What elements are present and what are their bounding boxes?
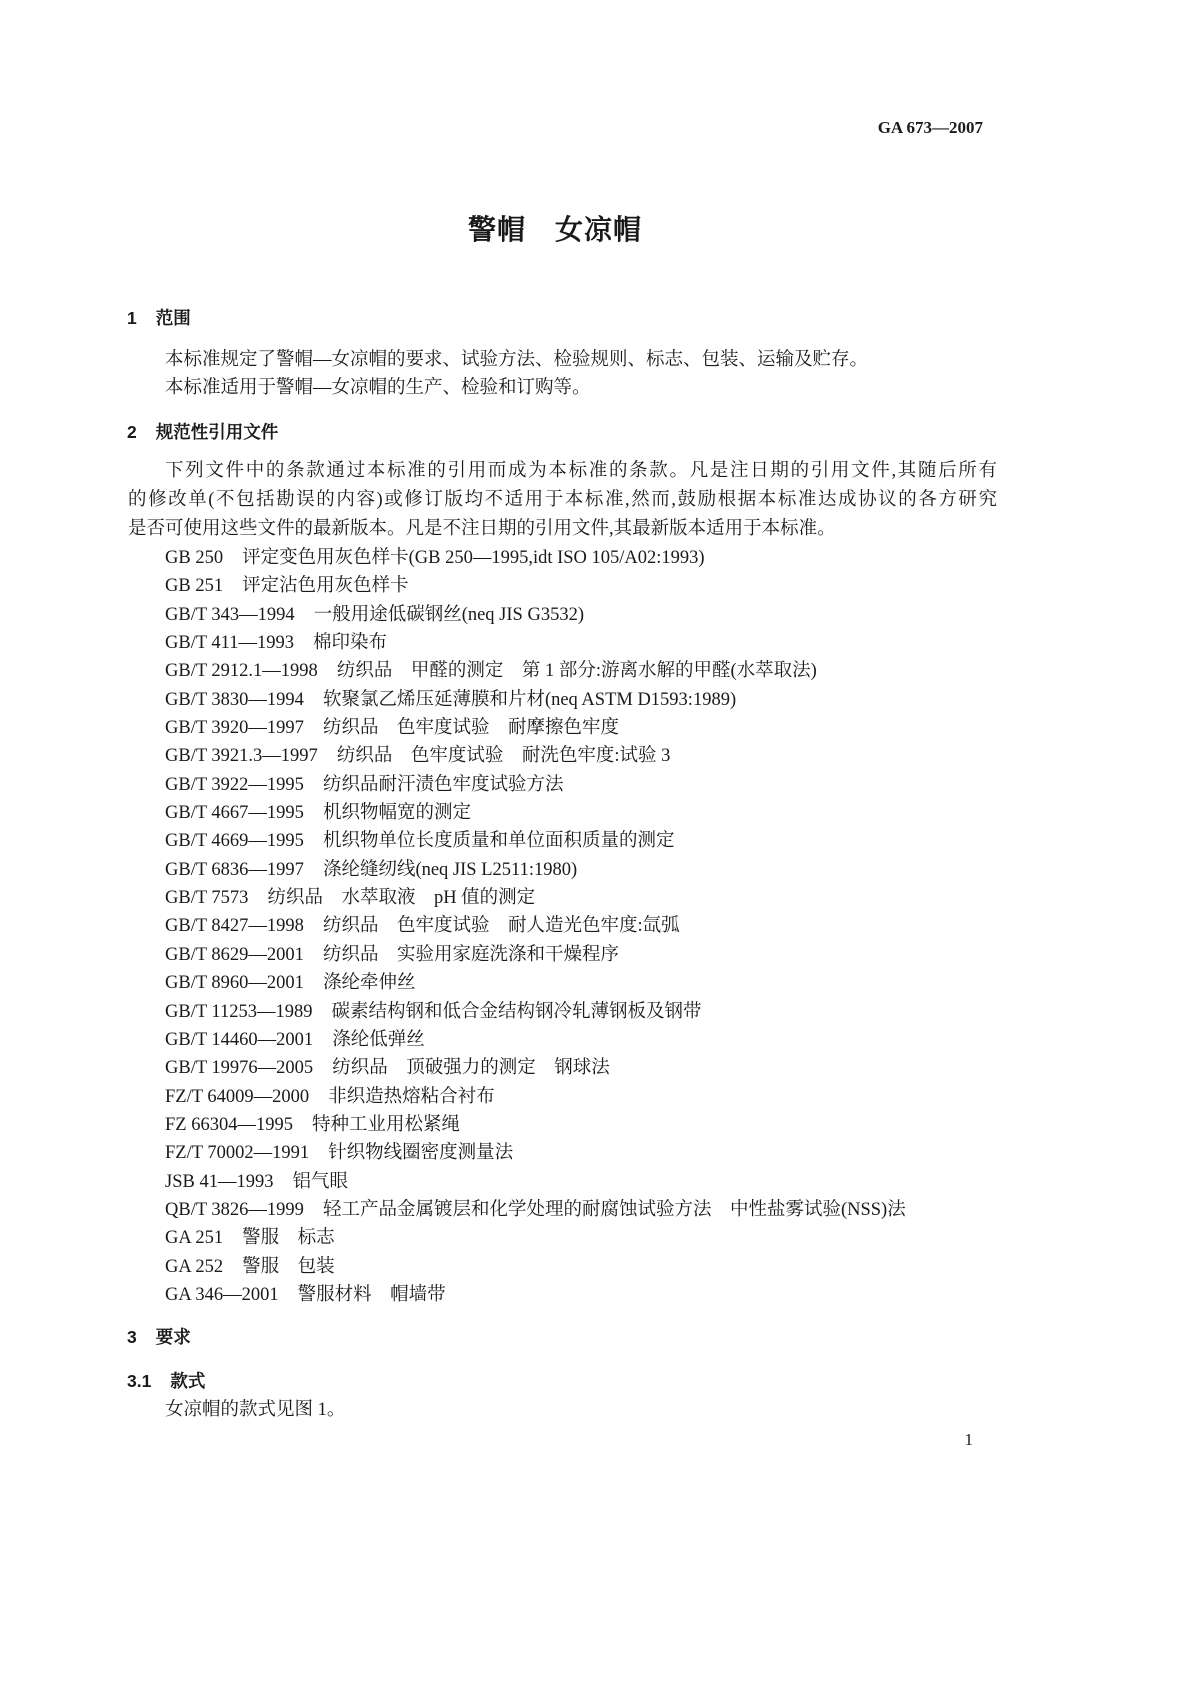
section-2-heading xyxy=(127,418,278,446)
reference-code: JSB 41—1993 xyxy=(165,1171,274,1192)
reference-title: 警服 标志 xyxy=(242,1228,335,1249)
reference-code: GB/T 8427—1998 xyxy=(165,916,304,937)
reference-item xyxy=(165,799,906,827)
reference-code: GB 250 xyxy=(165,548,224,568)
reference-item xyxy=(165,714,906,742)
reference-item xyxy=(165,941,906,969)
section-number: 3 xyxy=(127,1327,137,1347)
reference-code: GB/T 2912.1—1998 xyxy=(165,661,318,682)
reference-code: GB/T 411—1993 xyxy=(165,633,294,654)
reference-code: FZ/T 70002—1991 xyxy=(165,1143,310,1164)
reference-title: 警服材料 帽墙带 xyxy=(297,1284,446,1305)
reference-code: GB/T 4667—1995 xyxy=(165,803,304,824)
paragraph-line: 下列文件中的条款通过本标准的引用而成为本标准的条款。凡是注日期的引用文件,其随后所有 xyxy=(165,461,997,481)
reference-item xyxy=(165,827,906,855)
reference-list xyxy=(165,544,906,1309)
reference-code: GB/T 8960—2001 xyxy=(165,973,304,994)
reference-item xyxy=(165,1083,906,1111)
reference-item xyxy=(165,572,906,600)
document-title: 警帽 女凉帽 xyxy=(468,214,643,245)
reference-title: 纺织品 实验用家庭洗涤和干燥程序 xyxy=(322,944,619,965)
reference-code: GB/T 3830—1994 xyxy=(165,689,304,710)
reference-code: GB 251 xyxy=(165,576,224,597)
reference-code: FZ 66304—1995 xyxy=(165,1114,293,1135)
style-paragraph: 女凉帽的款式见图 1。 xyxy=(165,1400,346,1420)
reference-title: 评定变色用灰色样卡(GB 250—1995,idt ISO 105/A02:1993) xyxy=(242,548,705,568)
reference-title: 特种工业用松紧绳 xyxy=(311,1114,460,1135)
reference-title: 一般用途低碳钢丝(neq JIS G3532) xyxy=(313,604,584,625)
section-3-heading xyxy=(127,1323,191,1351)
reference-code: GA 346—2001 xyxy=(165,1284,279,1305)
reference-title: 碳素结构钢和低合金结构钢冷轧薄钢板及钢带 xyxy=(331,1001,702,1022)
section-title: 要求 xyxy=(155,1327,191,1347)
reference-title: 涤纶缝纫线(neq JIS L2511:1980) xyxy=(322,859,578,880)
reference-item xyxy=(165,998,906,1026)
reference-item xyxy=(165,1054,906,1082)
reference-code: FZ/T 64009—2000 xyxy=(165,1086,310,1107)
paragraph-line: 的修改单(不包括勘误的内容)或修订版均不适用于本标准,然而,鼓励根据本标准达成协议的各方研究 xyxy=(128,490,997,510)
reference-code: GB/T 8629—2001 xyxy=(165,944,304,965)
reference-title: 警服 包装 xyxy=(242,1256,335,1277)
page-number: 1 xyxy=(964,1430,973,1449)
reference-title: 纺织品 顶破强力的测定 钢球法 xyxy=(332,1058,610,1079)
reference-item xyxy=(165,1168,906,1196)
reference-item xyxy=(165,1026,906,1054)
reference-title: 评定沾色用灰色样卡 xyxy=(242,576,409,597)
reference-code: GB/T 3921.3—1997 xyxy=(165,746,318,767)
references-intro-paragraph xyxy=(128,457,997,544)
reference-code: GA 251 xyxy=(165,1228,224,1249)
reference-title: 轻工产品金属镀层和化学处理的耐腐蚀试验方法 中性盐雾试验(NSS)法 xyxy=(322,1199,906,1220)
reference-item xyxy=(165,629,906,657)
section-number: 1 xyxy=(127,308,137,328)
reference-code: GB/T 3922—1995 xyxy=(165,774,304,795)
reference-title: 纺织品 甲醛的测定 第 1 部分:游离水解的甲醛(水萃取法) xyxy=(336,661,817,682)
reference-code: GB/T 6836—1997 xyxy=(165,859,304,880)
reference-code: QB/T 3826—1999 xyxy=(165,1199,304,1220)
reference-title: 软聚氯乙烯压延薄膜和片材(neq ASTM D1593:1989) xyxy=(322,689,737,710)
section-number: 2 xyxy=(127,422,137,442)
reference-code: GB/T 7573 xyxy=(165,888,249,909)
paragraph-line: 是否可使用这些文件的最新版本。凡是不注日期的引用文件,其最新版本适用于本标准。 xyxy=(128,519,836,539)
reference-item xyxy=(165,1196,906,1224)
reference-item xyxy=(165,771,906,799)
reference-item xyxy=(165,1111,906,1139)
reference-title: 纺织品 水萃取液 pH 值的测定 xyxy=(267,888,536,909)
reference-item xyxy=(165,856,906,884)
reference-title: 针织物线圈密度测量法 xyxy=(328,1143,514,1164)
reference-item xyxy=(165,1253,906,1281)
reference-code: GB/T 11253—1989 xyxy=(165,1001,313,1022)
reference-title: 涤纶牵伸丝 xyxy=(322,973,416,994)
section-title: 规范性引用文件 xyxy=(155,422,279,442)
reference-item xyxy=(165,544,906,572)
reference-item xyxy=(165,1139,906,1167)
standard-number: GA 673—2007 xyxy=(877,118,983,137)
scope-line: 本标准规定了警帽—女凉帽的要求、试验方法、检验规则、标志、包装、运输及贮存。 xyxy=(165,350,869,370)
section-3-1-heading xyxy=(127,1367,205,1395)
scope-line: 本标准适用于警帽—女凉帽的生产、检验和订购等。 xyxy=(165,378,591,399)
reference-item xyxy=(165,969,906,997)
reference-title: 纺织品 色牢度试验 耐洗色牢度:试验 3 xyxy=(336,746,671,767)
reference-title: 机织物幅宽的测定 xyxy=(322,803,471,824)
section-number: 3.1 xyxy=(127,1371,152,1391)
reference-code: GB/T 343—1994 xyxy=(165,604,295,625)
reference-code: GA 252 xyxy=(165,1256,224,1277)
reference-item xyxy=(165,686,906,714)
section-1-heading xyxy=(127,304,191,332)
reference-title: 铝气眼 xyxy=(292,1171,348,1192)
scope-paragraph xyxy=(165,346,868,403)
reference-title: 非织造热熔粘合衬布 xyxy=(328,1086,495,1107)
reference-title: 棉印染布 xyxy=(313,633,388,654)
reference-title: 纺织品 色牢度试验 耐人造光色牢度:氙弧 xyxy=(322,916,680,937)
reference-title: 涤纶低弹丝 xyxy=(332,1029,425,1050)
section-title: 款式 xyxy=(170,1371,206,1391)
section-title: 范围 xyxy=(155,308,191,328)
reference-code: GB/T 19976—2005 xyxy=(165,1058,314,1079)
reference-item xyxy=(165,657,906,685)
reference-code: GB/T 14460—2001 xyxy=(165,1029,314,1050)
reference-item xyxy=(165,742,906,770)
reference-item xyxy=(165,1224,906,1252)
reference-item xyxy=(165,912,906,940)
reference-code: GB/T 3920—1997 xyxy=(165,718,304,739)
reference-title: 纺织品 色牢度试验 耐摩擦色牢度 xyxy=(322,718,619,739)
reference-title: 机织物单位长度质量和单位面积质量的测定 xyxy=(322,831,675,852)
reference-item xyxy=(165,601,906,629)
reference-title: 纺织品耐汗渍色牢度试验方法 xyxy=(322,774,564,795)
reference-item xyxy=(165,1281,906,1309)
reference-item xyxy=(165,884,906,912)
reference-code: GB/T 4669—1995 xyxy=(165,831,304,852)
